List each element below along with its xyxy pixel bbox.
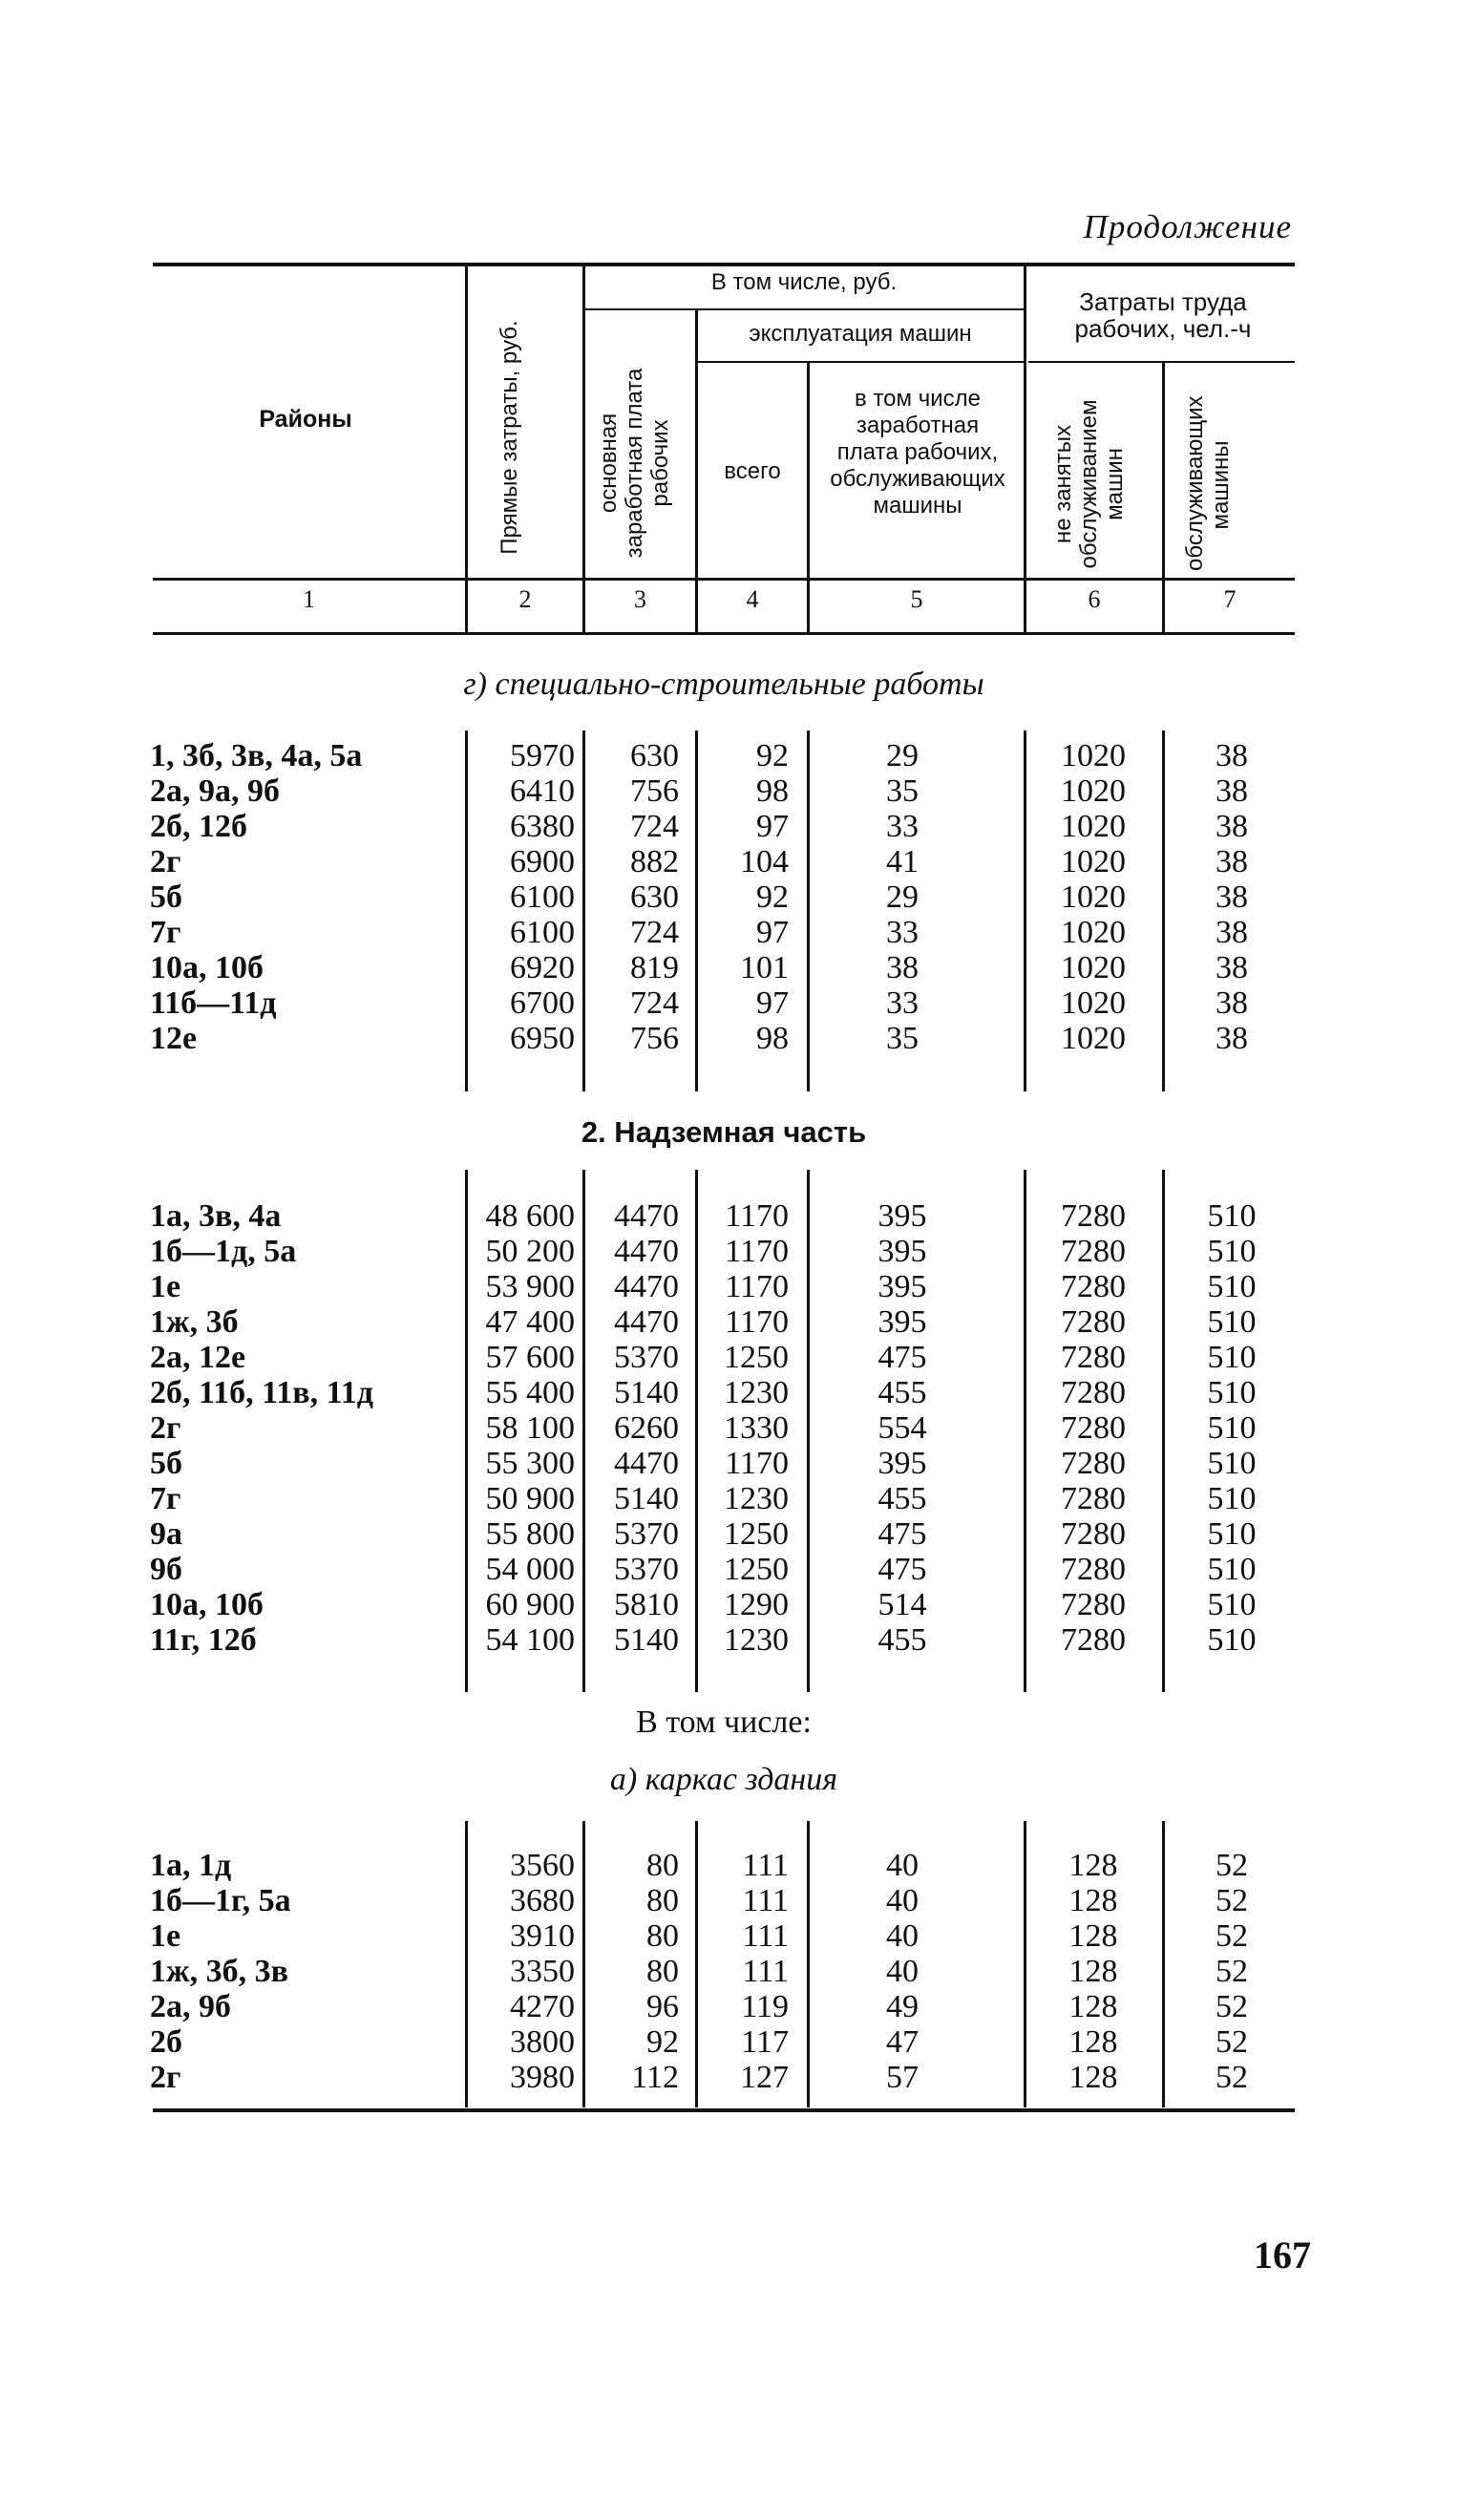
direct-costs-cell: 3800 [510,2024,575,2060]
direct-costs-cell: 6380 [510,809,575,844]
labor-machine-cell: 510 [1207,1622,1257,1658]
machines-total-cell: 92 [756,879,789,915]
table-row [0,773,1480,809]
machines-total-cell: 1230 [724,1622,789,1658]
region-cell: 1е [150,1918,181,1954]
colnum-bottom-rule [153,632,1295,635]
labor-not-machine-cell: 1020 [1061,915,1126,950]
header-not-machine-workers: не занятых обслуживанием машин [1050,399,1128,569]
machines-total-cell: 1290 [724,1587,789,1622]
operator-wages-cell: 514 [877,1587,927,1622]
header-basic-wages: основная заработная плата рабочих [596,368,673,559]
labor-not-machine-cell: 128 [1068,2024,1118,2060]
basic-wages-cell: 5140 [614,1622,679,1658]
operator-wages-cell: 395 [877,1234,927,1269]
direct-costs-cell: 60 900 [485,1587,575,1622]
basic-wages-cell: 4470 [614,1304,679,1340]
direct-costs-cell: 6700 [510,985,575,1021]
region-cell: 2г [150,1410,181,1446]
machines-total-cell: 97 [756,809,789,844]
machines-total-cell: 111 [742,1883,789,1918]
direct-costs-cell: 6920 [510,950,575,985]
region-cell: 7г [150,915,181,950]
region-cell: 10а, 10б [150,950,264,985]
table-row [0,1446,1480,1481]
region-cell: 1ж, 3б [150,1304,239,1340]
machines-total-cell: 119 [741,1989,789,2024]
operator-wages-cell: 554 [877,1410,927,1446]
header-machines-total: всего [724,458,781,484]
region-cell: 5б [150,1446,182,1481]
operator-wages-cell: 33 [886,985,919,1021]
basic-wages-cell: 5810 [614,1587,679,1622]
section-title-frame: а) каркас здания [609,1762,838,1797]
labor-machine-cell: 510 [1207,1481,1257,1516]
basic-wages-cell: 819 [630,950,679,985]
header-machine-operator-wages: в том числе заработная плата рабочих, обслуживающих машины [830,386,1005,519]
region-cell: 1а, 3в, 4а [150,1198,282,1234]
table-row [0,809,1480,844]
labor-not-machine-cell: 7280 [1061,1446,1126,1481]
labor-not-machine-cell: 7280 [1061,1622,1126,1658]
labor-not-machine-cell: 1020 [1061,773,1126,809]
labor-machine-cell: 52 [1216,1954,1248,1989]
labor-machine-cell: 38 [1216,879,1248,915]
machines-total-cell: 97 [756,915,789,950]
basic-wages-cell: 6260 [614,1410,679,1446]
labor-machine-cell: 38 [1216,985,1248,1021]
table-row [0,1954,1480,1989]
table-row [0,1848,1480,1883]
table-row [0,738,1480,773]
operator-wages-cell: 29 [886,738,919,773]
direct-costs-cell: 48 600 [485,1198,575,1234]
table-row [0,1883,1480,1918]
basic-wages-cell: 5140 [614,1481,679,1516]
operator-wages-cell: 49 [886,1989,919,2024]
region-cell: 11б—11д [150,985,277,1021]
region-cell: 1б—1д, 5а [150,1234,297,1269]
direct-costs-cell: 4270 [510,1989,575,2024]
region-cell: 2б, 11б, 11в, 11д [150,1375,373,1410]
labor-not-machine-cell: 1020 [1061,879,1126,915]
operator-wages-cell: 47 [886,2024,919,2060]
labor-not-machine-cell: 7280 [1061,1234,1126,1269]
labor-not-machine-cell: 128 [1068,1848,1118,1883]
header-machine-workers: обслуживающих машины [1182,395,1234,571]
table-row [0,1516,1480,1552]
including-label: В том числе: [636,1705,812,1740]
operator-wages-cell: 475 [877,1552,927,1587]
rub-group-rule [584,308,1024,310]
table-row [0,1375,1480,1410]
labor-not-machine-cell: 7280 [1061,1198,1126,1234]
labor-machine-cell: 510 [1207,1410,1257,1446]
machines-total-cell: 111 [742,1848,789,1883]
table-row [0,1234,1480,1269]
machines-total-cell: 111 [742,1954,789,1989]
basic-wages-cell: 724 [630,985,679,1021]
region-cell: 10а, 10б [150,1587,264,1622]
labor-machine-cell: 510 [1207,1234,1257,1269]
labor-not-machine-cell: 7280 [1061,1481,1126,1516]
machines-total-cell: 1170 [725,1446,789,1481]
labor-not-machine-cell: 1020 [1061,1021,1126,1056]
direct-costs-cell: 53 900 [485,1269,575,1304]
labor-machine-cell: 38 [1216,1021,1248,1056]
basic-wages-cell: 630 [630,879,679,915]
labor-machine-cell: 510 [1207,1446,1257,1481]
labor-not-machine-cell: 1020 [1061,809,1126,844]
basic-wages-cell: 80 [646,1954,679,1989]
operator-wages-cell: 455 [877,1481,927,1516]
labor-not-machine-cell: 128 [1068,1954,1118,1989]
machines-total-cell: 1170 [725,1304,789,1340]
column-number-1: 1 [303,585,315,613]
special-rows [0,738,1480,1056]
direct-costs-cell: 6100 [510,879,575,915]
operator-wages-cell: 40 [886,1918,919,1954]
machines-total-cell: 98 [756,773,789,809]
operator-wages-cell: 395 [877,1304,927,1340]
region-cell: 1б—1г, 5а [150,1883,291,1918]
table-row [0,879,1480,915]
labor-not-machine-cell: 7280 [1061,1552,1126,1587]
table-row [0,1622,1480,1658]
operator-wages-cell: 33 [886,809,919,844]
continuation-label: Продолжение [1083,208,1292,245]
basic-wages-cell: 4470 [614,1446,679,1481]
column-number-6: 6 [1088,585,1101,613]
table-row [0,915,1480,950]
machines-total-cell: 111 [742,1918,789,1954]
direct-costs-cell: 55 400 [485,1375,575,1410]
machines-total-cell: 1170 [725,1198,789,1234]
operator-wages-cell: 40 [886,1848,919,1883]
column-number-5: 5 [910,585,923,613]
table-row [0,1021,1480,1056]
labor-machine-cell: 52 [1216,1848,1248,1883]
direct-costs-cell: 57 600 [485,1340,575,1375]
region-cell: 2г [150,2060,181,2095]
basic-wages-cell: 80 [646,1883,679,1918]
operator-wages-cell: 475 [877,1340,927,1375]
labor-machine-cell: 510 [1207,1552,1257,1587]
basic-wages-cell: 882 [630,844,679,879]
basic-wages-cell: 630 [630,738,679,773]
basic-wages-cell: 5370 [614,1552,679,1587]
labor-not-machine-cell: 1020 [1061,844,1126,879]
header-divider-5 [1024,265,1026,633]
labor-machine-cell: 38 [1216,809,1248,844]
region-cell: 11г, 12б [150,1622,257,1658]
region-cell: 2а, 12е [150,1340,246,1375]
basic-wages-cell: 80 [646,1848,679,1883]
table-row [0,2024,1480,2060]
labor-machine-cell: 38 [1216,844,1248,879]
header-regions: Районы [259,406,352,433]
direct-costs-cell: 3350 [510,1954,575,1989]
direct-costs-cell: 3910 [510,1918,575,1954]
labor-machine-cell: 510 [1207,1198,1257,1234]
labor-not-machine-cell: 128 [1068,2060,1118,2095]
header-including-rub: В том числе, руб. [710,269,898,295]
column-number-2: 2 [518,585,532,613]
direct-costs-cell: 55 800 [485,1516,575,1552]
region-cell: 2а, 9а, 9б [150,773,280,809]
region-cell: 1, 3б, 3в, 4а, 5а [150,738,363,773]
basic-wages-cell: 80 [646,1918,679,1954]
basic-wages-cell: 4470 [614,1234,679,1269]
labor-machine-cell: 510 [1207,1587,1257,1622]
basic-wages-cell: 724 [630,915,679,950]
section-title-special: г) специально-строительные работы [463,667,984,702]
table-row [0,1410,1480,1446]
header-divider-1 [465,265,468,633]
section-title-above-ground: 2. Надземная часть [581,1115,867,1149]
labor-machine-cell: 52 [1216,2060,1248,2095]
header-direct-costs: Прямые затраты, руб. [497,320,522,555]
machines-total-cell: 1250 [724,1552,789,1587]
operator-wages-cell: 35 [886,1021,919,1056]
machines-total-cell: 117 [741,2024,789,2060]
table-row [0,1340,1480,1375]
labor-machine-cell: 510 [1207,1304,1257,1340]
bottom-rule [153,2108,1295,2112]
direct-costs-cell: 3980 [510,2060,575,2095]
table-row [0,1989,1480,2024]
labor-machine-cell: 38 [1216,773,1248,809]
labor-not-machine-cell: 1020 [1061,738,1126,773]
basic-wages-cell: 112 [631,2060,679,2095]
machines-total-cell: 1330 [724,1410,789,1446]
operator-wages-cell: 395 [877,1269,927,1304]
labor-machine-cell: 510 [1207,1375,1257,1410]
direct-costs-cell: 54 100 [485,1622,575,1658]
labor-not-machine-cell: 7280 [1061,1304,1126,1340]
operator-wages-cell: 455 [877,1375,927,1410]
machines-total-cell: 97 [756,985,789,1021]
table-row [0,1552,1480,1587]
operator-wages-cell: 41 [886,844,919,879]
operator-wages-cell: 395 [877,1446,927,1481]
region-cell: 1а, 1д [150,1848,232,1883]
region-cell: 2б, 12б [150,809,247,844]
table-row [0,2060,1480,2095]
operator-wages-cell: 40 [886,1883,919,1918]
direct-costs-cell: 3680 [510,1883,575,1918]
machines-total-cell: 1250 [724,1516,789,1552]
table-row [0,1587,1480,1622]
top-rule [153,263,1295,266]
labor-not-machine-cell: 7280 [1061,1410,1126,1446]
direct-costs-cell: 6950 [510,1021,575,1056]
machines-total-cell: 101 [740,950,789,985]
header-labor-costs: Затраты труда рабочих, чел.-ч [1074,287,1252,343]
region-cell: 2б [150,2024,182,2060]
region-cell: 5б [150,879,182,915]
machines-total-cell: 104 [740,844,789,879]
operator-wages-cell: 455 [877,1622,927,1658]
table-row [0,1304,1480,1340]
machines-total-cell: 98 [756,1021,789,1056]
direct-costs-cell: 6100 [510,915,575,950]
direct-costs-cell: 6900 [510,844,575,879]
basic-wages-cell: 5140 [614,1375,679,1410]
table-row [0,985,1480,1021]
table-row [0,844,1480,879]
table-row [0,1269,1480,1304]
direct-costs-cell: 55 300 [485,1446,575,1481]
region-cell: 2г [150,844,181,879]
basic-wages-cell: 4470 [614,1198,679,1234]
basic-wages-cell: 5370 [614,1516,679,1552]
machines-group-rule [697,361,1024,363]
machines-total-cell: 1230 [724,1481,789,1516]
region-cell: 1ж, 3б, 3в [150,1954,289,1989]
basic-wages-cell: 4470 [614,1269,679,1304]
labor-machine-cell: 52 [1216,1883,1248,1918]
region-cell: 2а, 9б [150,1989,231,2024]
basic-wages-cell: 756 [630,1021,679,1056]
region-cell: 7г [150,1481,181,1516]
labor-machine-cell: 510 [1207,1340,1257,1375]
labor-machine-cell: 52 [1216,1989,1248,2024]
operator-wages-cell: 38 [886,950,919,985]
above-rows [0,1198,1480,1658]
labor-not-machine-cell: 7280 [1061,1340,1126,1375]
operator-wages-cell: 40 [886,1954,919,1989]
labor-not-machine-cell: 7280 [1061,1269,1126,1304]
basic-wages-cell: 96 [646,1989,679,2024]
operator-wages-cell: 29 [886,879,919,915]
machines-total-cell: 1170 [725,1234,789,1269]
region-cell: 12е [150,1021,198,1056]
machines-total-cell: 1250 [724,1340,789,1375]
basic-wages-cell: 756 [630,773,679,809]
frame-rows [0,1848,1480,2095]
machines-total-cell: 1170 [725,1269,789,1304]
table-row [0,1918,1480,1954]
column-number-7: 7 [1223,585,1237,613]
page-number: 167 [1254,2234,1311,2276]
basic-wages-cell: 92 [646,2024,679,2060]
header-divider-2 [582,265,585,633]
direct-costs-cell: 50 200 [485,1234,575,1269]
region-cell: 9а [150,1516,182,1552]
header-machine-operation: эксплуатация машин [749,321,972,347]
basic-wages-cell: 724 [630,809,679,844]
operator-wages-cell: 395 [877,1198,927,1234]
direct-costs-cell: 54 000 [485,1552,575,1587]
basic-wages-cell: 5370 [614,1340,679,1375]
direct-costs-cell: 6410 [510,773,575,809]
labor-machine-cell: 510 [1207,1516,1257,1552]
labor-not-machine-cell: 128 [1068,1918,1118,1954]
labor-machine-cell: 38 [1216,738,1248,773]
region-cell: 9б [150,1552,182,1587]
labor-machine-cell: 510 [1207,1269,1257,1304]
labor-not-machine-cell: 128 [1068,1883,1118,1918]
labor-not-machine-cell: 1020 [1061,985,1126,1021]
direct-costs-cell: 5970 [510,738,575,773]
labor-not-machine-cell: 7280 [1061,1375,1126,1410]
operator-wages-cell: 33 [886,915,919,950]
direct-costs-cell: 3560 [510,1848,575,1883]
labor-machine-cell: 38 [1216,915,1248,950]
table-row [0,1481,1480,1516]
labor-not-machine-cell: 7280 [1061,1516,1126,1552]
table-row [0,950,1480,985]
labor-machine-cell: 52 [1216,1918,1248,1954]
table-row [0,1198,1480,1234]
direct-costs-cell: 58 100 [485,1410,575,1446]
operator-wages-cell: 35 [886,773,919,809]
machines-total-cell: 127 [740,2060,789,2095]
labor-not-machine-cell: 128 [1068,1989,1118,2024]
labor-not-machine-cell: 7280 [1061,1587,1126,1622]
labor-not-machine-cell: 1020 [1061,950,1126,985]
column-number-3: 3 [634,585,646,613]
labor-machine-cell: 38 [1216,950,1248,985]
labor-machine-cell: 52 [1216,2024,1248,2060]
operator-wages-cell: 475 [877,1516,927,1552]
column-number-4: 4 [746,585,759,613]
region-cell: 1е [150,1269,181,1304]
machines-total-cell: 92 [756,738,789,773]
machines-total-cell: 1230 [724,1375,789,1410]
direct-costs-cell: 47 400 [485,1304,575,1340]
operator-wages-cell: 57 [886,2060,919,2095]
direct-costs-cell: 50 900 [485,1481,575,1516]
